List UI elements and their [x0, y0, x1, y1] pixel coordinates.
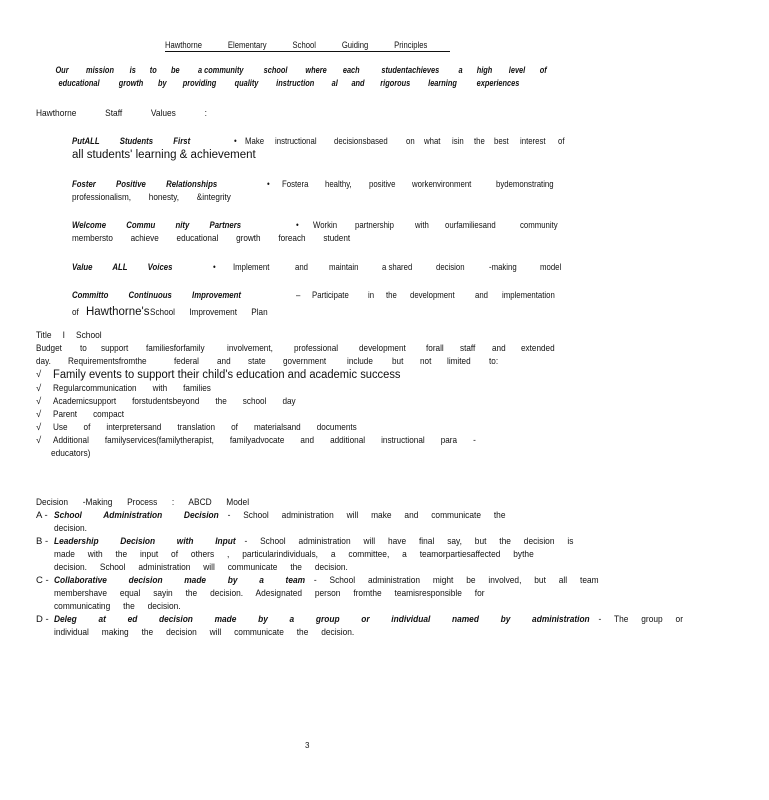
decision-item-body	[54, 613, 769, 639]
title-one-word: forall	[426, 343, 445, 354]
mission-word: growth	[118, 78, 143, 88]
staff-value-word: ourfamiliesand	[445, 220, 496, 231]
title-one-word: limited	[447, 356, 471, 367]
staff-value-word: decisionsbased	[333, 136, 388, 147]
decision-item-text: - School administration will have final say, but the decision is	[244, 536, 574, 547]
staff-value-word: •	[296, 220, 299, 231]
mission-word: high	[476, 65, 493, 75]
staff-value-word: the	[385, 290, 397, 301]
staff-value-item	[72, 261, 566, 274]
title-one-word: development	[358, 343, 406, 354]
staff-value-word: Participate	[312, 290, 349, 301]
page-title	[165, 40, 450, 52]
staff-value-word: a shared	[381, 262, 413, 273]
staff-value-item	[72, 135, 566, 162]
title-one-checklist	[36, 368, 560, 460]
staff-value-word: community	[520, 220, 558, 231]
staff-value-word: bydemonstrating	[495, 179, 554, 190]
checklist-item	[36, 408, 560, 421]
title-one-word: involvement,	[227, 343, 274, 354]
checklist-item-text: Additional familyservices(familytherapist, familyadvocate and additional instructional para -	[53, 435, 476, 446]
mission-word: and	[351, 78, 365, 88]
decision-item-lead: School Administration Decision	[54, 510, 219, 521]
decision-item-lead: Leadership Decision with Input	[54, 536, 236, 547]
staff-value-line-1	[72, 178, 566, 191]
decision-item-line: individual making the decision will communicate the decision.	[54, 627, 355, 638]
staff-value-word: on	[406, 136, 416, 147]
staff-values-heading: Hawthorne Staff Values :	[36, 108, 207, 119]
decision-item-line	[54, 574, 599, 587]
title-one-word: government	[282, 356, 326, 367]
decision-making-section	[36, 496, 683, 639]
decision-item-lead: Deleg at ed decision made by a group or individual named by administration	[54, 614, 590, 625]
staff-value-word: of	[558, 136, 565, 147]
decision-item-line: membershave equal sayin the decision. Adesignated person fromthe teamisresponsible for	[54, 588, 485, 599]
checklist-item	[36, 434, 560, 447]
staff-value-item	[72, 219, 566, 245]
staff-value-word: School Improvement Plan	[149, 307, 268, 318]
staff-value-description	[234, 135, 566, 148]
decision-heading: Decision -Making Process : ABCD Model	[36, 497, 250, 508]
decision-item	[36, 574, 599, 613]
decision-list	[36, 509, 683, 639]
mission-word: by	[158, 78, 167, 88]
decision-item-text: - School administration might be involved, but all team	[313, 575, 599, 586]
title-one-line-2	[36, 355, 560, 368]
staff-value-word: Make	[244, 136, 264, 147]
staff-value-description	[213, 261, 567, 274]
staff-value-word: –	[296, 290, 301, 301]
decision-item-text: - School administration will make and communicate the	[227, 510, 506, 521]
title-one-word: not	[419, 356, 432, 367]
decision-item-text: - The group or	[598, 614, 683, 625]
mission-word: studentachieves	[380, 65, 439, 75]
staff-value-line-1	[72, 261, 566, 274]
staff-value-word: -making	[488, 262, 517, 273]
checkmark-icon: √	[36, 383, 42, 394]
decision-item-line	[54, 535, 573, 548]
checklist-item-text: Parent compact	[53, 409, 124, 420]
staff-value-word: Hawthorne's	[85, 306, 150, 318]
staff-value-description	[296, 289, 566, 302]
checklist-item	[36, 368, 560, 382]
mission-word: rigorous	[380, 78, 411, 88]
title-one-word: extended	[520, 343, 555, 354]
staff-value-line-1	[72, 289, 566, 302]
mission-line-1	[54, 64, 548, 77]
mission-word: school	[263, 65, 288, 75]
staff-value-line-2: membersto achieve educational growth foreach student	[72, 233, 351, 244]
decision-item-key: D -	[36, 614, 49, 625]
mission-word: of	[540, 65, 548, 75]
mission-word: providing	[182, 78, 217, 88]
title-one-word: familiesforfamily	[145, 343, 205, 354]
staff-value-word: and	[474, 290, 488, 301]
decision-item-lead: Collaborative decision made by a team	[54, 575, 306, 586]
checklist-item-continued: educators)	[50, 448, 91, 459]
decision-item-key: C -	[36, 575, 49, 586]
decision-item-body	[54, 535, 644, 574]
title-one-word: and	[217, 356, 231, 367]
staff-value-word: decision	[436, 262, 466, 273]
title-one-word: professional	[294, 343, 339, 354]
mission-word: to	[149, 65, 157, 75]
decision-item	[36, 509, 560, 535]
staff-value-word: implementation	[501, 290, 555, 301]
title-one-word: but	[391, 356, 404, 367]
checkmark-icon: √	[36, 396, 42, 407]
staff-value-word: positive	[368, 179, 396, 190]
staff-value-description	[296, 219, 566, 232]
checklist-item	[36, 382, 560, 395]
title-one-word: staff	[460, 343, 476, 354]
mission-line-2	[54, 77, 548, 90]
mission-word: Our	[55, 65, 69, 75]
title-one-section	[36, 329, 560, 460]
decision-item-body	[54, 509, 567, 535]
mission-word: educational	[58, 78, 100, 88]
staff-value-label: Committo Continuous Improvement	[72, 290, 241, 301]
mission-word: mission	[85, 65, 114, 75]
staff-value-word: the	[473, 136, 485, 147]
staff-value-word: Fostera	[281, 179, 308, 190]
title-one-word: include	[347, 356, 374, 367]
checkmark-icon: √	[36, 409, 42, 420]
mission-word: where	[305, 65, 327, 75]
staff-value-line-1	[72, 135, 566, 148]
decision-item-line: decision. School administration will communicate the decision.	[54, 562, 348, 573]
staff-value-label: Foster Positive Relationships	[72, 179, 218, 190]
staff-value-label: Value ALL Voices	[72, 262, 173, 273]
staff-value-word: Implement	[233, 262, 270, 273]
page-number: 3	[305, 741, 310, 750]
mission-word: is	[129, 65, 136, 75]
decision-item-line	[54, 509, 505, 522]
checkmark-icon: √	[36, 435, 42, 446]
mission-word: a community	[198, 65, 244, 75]
mission-word: quality	[234, 78, 259, 88]
decision-item-key: A -	[36, 510, 48, 521]
staff-value-line-1	[72, 219, 566, 232]
checkmark-icon: √	[36, 369, 42, 380]
staff-value-word: Workin	[312, 220, 337, 231]
title-one-word: support	[100, 343, 129, 354]
staff-value-word: maintain	[328, 262, 359, 273]
staff-value-word: workenvironment	[412, 179, 472, 190]
decision-item	[36, 535, 574, 574]
title-one-word: state	[247, 356, 266, 367]
staff-value-label: PutALL Students First	[72, 136, 191, 147]
mission-word: learning	[428, 78, 458, 88]
staff-value-word: of	[72, 307, 79, 318]
staff-value-line-2: professionalism, honesty, &integrity	[72, 192, 231, 203]
staff-value-word: interest	[519, 136, 546, 147]
title-one-word: and	[491, 343, 506, 354]
staff-value-line-2: all students' learning & achievement	[72, 149, 256, 161]
mission-word: a	[458, 65, 463, 75]
staff-value-word: isin	[451, 136, 464, 147]
title-one-word: to	[79, 343, 87, 354]
checkmark-icon: √	[36, 422, 42, 433]
staff-value-item	[72, 289, 566, 320]
staff-value-word: healthy,	[325, 179, 352, 190]
decision-item-body	[54, 574, 673, 613]
staff-value-word: with	[415, 220, 430, 231]
mission-word: be	[171, 65, 180, 75]
checklist-item-text: Regularcommunication with families	[53, 383, 211, 394]
staff-value-line-2	[72, 302, 566, 320]
title-one-word: to:	[489, 356, 499, 367]
staff-value-word: best	[494, 136, 509, 147]
mission-word: al	[331, 78, 338, 88]
staff-value-word: and	[295, 262, 309, 273]
mission-statement	[54, 64, 548, 90]
checklist-item-text: Family events to support their child's education and academic success	[53, 369, 401, 381]
title-one-word: day.	[36, 356, 51, 367]
decision-item-line	[54, 613, 683, 626]
title-one-line-1	[36, 342, 560, 355]
decision-item-key: B -	[36, 536, 49, 547]
mission-word: each	[343, 65, 361, 75]
checklist-item	[36, 395, 560, 408]
title-one-word: Requirementsfromthe	[67, 356, 147, 367]
staff-value-word: •	[212, 262, 216, 273]
staff-value-word: •	[234, 136, 237, 147]
staff-value-description	[267, 178, 566, 191]
staff-value-word: partnership	[354, 220, 394, 231]
mission-word: instruction	[276, 78, 315, 88]
decision-item-line: decision.	[54, 523, 87, 534]
decision-item-line: made with the input of others , particularindividuals, a committee, a teamorpartiesaffected bythe	[54, 549, 534, 560]
title-one-heading: Title I School	[36, 330, 102, 341]
staff-value-word: model	[540, 262, 562, 273]
staff-value-word: in	[367, 290, 374, 301]
title-one-word: federal	[173, 356, 199, 367]
staff-value-item	[72, 178, 566, 204]
decision-item	[36, 613, 683, 639]
checklist-item-text: Use of interpretersand translation of materialsand documents	[53, 422, 357, 433]
staff-value-label: Welcome Commu nity Partners	[72, 220, 242, 231]
staff-value-word: what	[424, 136, 441, 147]
title-one-word: Budget	[36, 343, 62, 354]
mission-word: level	[508, 65, 525, 75]
page-title-text: Hawthorne Elementary School Guiding Principles	[165, 40, 428, 50]
checklist-item-text: Academicsupport forstudentsbeyond the school day	[53, 396, 296, 407]
decision-item-line: communicating the decision.	[54, 601, 181, 612]
checklist-item	[36, 421, 560, 434]
staff-value-word: instructional	[275, 136, 318, 147]
mission-word: experiences	[476, 78, 520, 88]
staff-value-word: •	[267, 179, 270, 190]
staff-value-word: development	[409, 290, 455, 301]
